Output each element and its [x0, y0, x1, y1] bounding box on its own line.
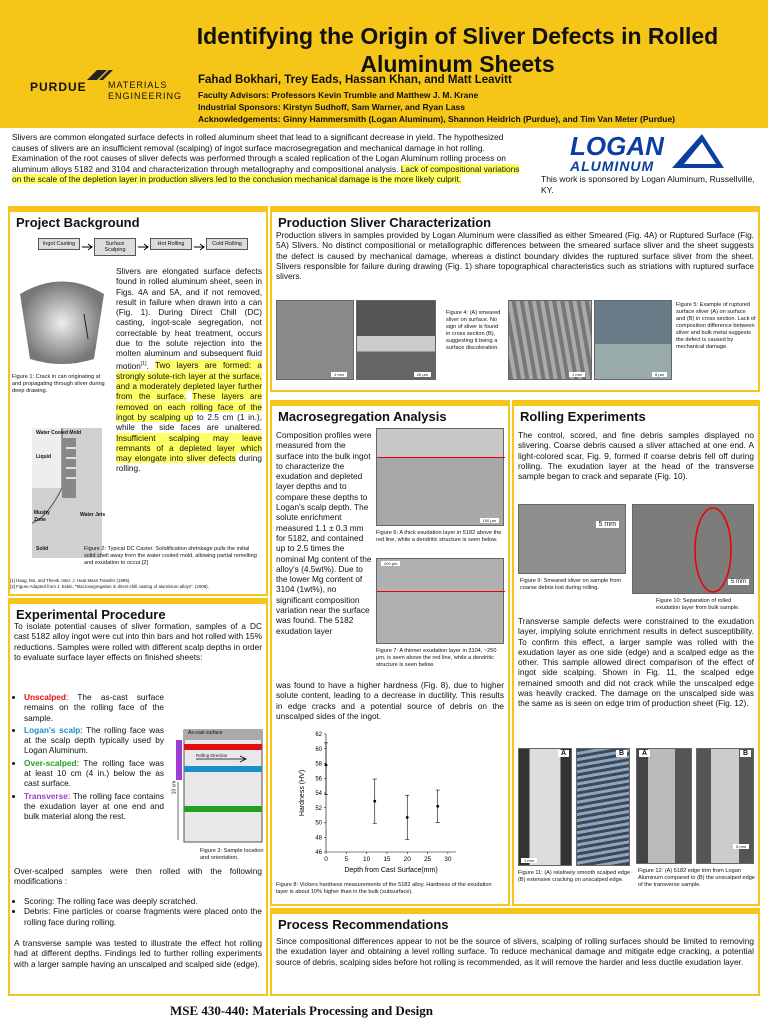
procedure-heading: Experimental Procedure: [16, 607, 166, 622]
figure12b-image: [696, 748, 754, 864]
figure4-caption: Figure 4: (A) smeared sliver on surface. No sign of sliver is found in cross section (B), suggesting it being a surface discoloration.: [446, 310, 501, 351]
procedure-text2: Over-scalped samples were then rolled with the following modifications :: [14, 866, 262, 887]
procedure-text3: A transverse sample was tested to illustrate the effect hot rolling had at different depths. Findings led to further rolling experiments with a larger sample having an unscalped and scalped side (edge).: [14, 938, 262, 969]
macro-text1: Composition profiles were measured from the surface into the bulk ingot to characterize the exudation and depleted layer depths and to compare these depths to Logan's scalp depth. The solute enrichment measured 1.1 ± 0.3 mm for 5182, and contained up to 2.5 times the nominal Mg content of the alloy's (4.5wt%). Due to the lower Mg content of 3104 (1wt%), no significant composition variation near the surface was found. The 5182 exudation layer: [276, 430, 372, 636]
y-axis-label: Hardness (HV): [299, 769, 306, 817]
figure5a-image: [508, 300, 592, 380]
cracked-can-image: [14, 264, 110, 370]
references: [10, 578, 266, 589]
figure10-image: [632, 504, 754, 594]
flow-step: Hot Rolling: [150, 238, 192, 250]
bullet-text: : The rolling face contains the exudation layer at one end and bulk material along the rest.: [24, 790, 164, 822]
label-10cm: 10 cm: [171, 780, 178, 795]
rolling-text2: Transverse sample defects were constrained to the exudation layer, implying solute enrichment results in defect susceptibility. To confirm this effect, a larger sample was rolled with the exudation layer as one side (edge) and a scalped edge as the other. This sample allowed direct comparison of the effect of ingot side scalping. Shown in Fig. 11, the scalped edge remained smooth and did not crack while the unscalped edge was heavily cracked. The damage on the unscalped side was the same as is seen on edge trim of production sheet (Fig. 12).: [518, 616, 754, 709]
scale-bar: 8 μm: [652, 372, 667, 377]
recommend-heading: Process Recommendations: [278, 917, 449, 932]
x-axis-label: Depth from Cast Surface(mm): [344, 867, 438, 874]
panel-label: A: [558, 750, 569, 757]
y-tick-label: 50: [315, 820, 322, 827]
label-rolling-direction: Rolling Direction: [196, 753, 228, 758]
figure6-caption: Figure 6: A thick exudation layer in 5182 above the red line, while a dendritic structure is seen below.: [376, 530, 502, 543]
flow-step: Surface Scalping: [94, 238, 136, 256]
sponsor-note: This work is sponsored by Logan Aluminum, Russellville, KY.: [541, 174, 755, 195]
logan-triangle-icon: [672, 134, 724, 168]
x-tick-label: 10: [363, 856, 371, 863]
figure12-caption: Figure 12: (A) 5182 edge trim from Logan Aluminum compared to (B) the unscalped edge of the transverse sample.: [638, 868, 755, 888]
abstract-highlight: Lack of compositional variations on the scale of the depletion layer in production slivers led to the conclusion mechanical damage is the more likely culprit.: [12, 163, 520, 185]
data-point: [406, 816, 409, 819]
panel-label: A: [639, 750, 650, 757]
poster-title: Identifying the Origin of Sliver Defects in Rolled Aluminum Sheets: [196, 23, 719, 77]
scale-bar: 200 μm: [381, 561, 400, 566]
background-heading: Project Background: [16, 215, 140, 230]
y-tick-label: 58: [315, 761, 322, 768]
figure9-image: [518, 504, 626, 574]
bullet-text: : The rolling face was at the scalp depth typically used by Logan Aluminum.: [24, 724, 165, 756]
advisors: Faculty Advisors: Professors Kevin Trumble and Matthew J. M. Krane: [198, 90, 479, 100]
figure4a-image: [276, 300, 354, 380]
bg-text-2: .: [146, 360, 155, 371]
y-tick-label: 56: [315, 776, 322, 783]
figure11-caption: Figure 11: (A) relatively smooth scalped edge (B) extensive cracking on unscalped edge.: [518, 870, 631, 883]
bullet-text: : The as-cast surface remains on the rolling face of the sample.: [24, 692, 164, 723]
dept-line1: MATERIALS: [108, 80, 168, 90]
figure12a-image: [636, 748, 692, 864]
data-point: [373, 800, 376, 803]
list-item: • Scoring: The rolling face was deeply scratched.: [24, 896, 262, 906]
list-item: [24, 692, 164, 723]
purdue-logo: PURDUE: [30, 80, 87, 94]
abstract: [12, 132, 530, 185]
scale-bar: 1 mm: [331, 372, 347, 377]
bg-hl-1: Two layers are formed: a strongly solute-rich layer at the surface, and a moderately depleted layer further from the surface.: [116, 360, 262, 402]
figure2-caption: Figure 2: Typical DC Caster. Solidification shrinkage pulls the initial solid shell away from the water cooled mold, allowing partial remelting and exudation to occur.[2]: [84, 546, 257, 566]
procedure-text1: To isolate potential causes of sliver formation, samples of a DC cast 5182 alloy ingot were cut into thin bars and hot rolled with 15% reductions. Samples were rolled with different scalp depths in order to evaluate surface layer effects on finished sheets:: [14, 621, 262, 662]
y-tick-label: 60: [315, 746, 322, 753]
figure7-caption: Figure 7: A thinner exudation layer in 3104, ~250 μm, is seen above the red line, while a dendritic structure is seen below.: [376, 648, 497, 668]
course-footer: MSE 430-440: Materials Processing and Design: [170, 1003, 433, 1018]
label-mushy: Mushy Zone: [34, 510, 50, 523]
list-item: [24, 758, 164, 789]
panel-label: B: [740, 750, 751, 757]
label-liquid: Liquid: [36, 454, 51, 460]
bg-ref: [1]: [140, 360, 147, 367]
bg-text-5: during rolling.: [116, 453, 262, 474]
bullet-label: Over-scalped: [24, 757, 77, 768]
list-item: [24, 725, 164, 756]
dc-caster-diagram: [22, 428, 110, 558]
bg-hl-2: These layers are removed on each rolling face of the ingot by scalping up: [116, 391, 263, 422]
scale-bar: 100 μm: [480, 518, 499, 523]
chart-marks: [324, 743, 440, 840]
figure5b-image: [594, 300, 672, 380]
macro-text2: was found to have a higher hardness (Fig. 8), due to higher solute content, leading to a decrease in ductility. This results in edge cracks and a potential source of debris on the unscalped sides of the ingot.: [276, 680, 504, 721]
bullet-text: : The rolling face was at least 10 cm (4 in.) below the as cast surface.: [24, 757, 164, 789]
credits: [198, 89, 675, 125]
scale-bar: 1 mm: [569, 372, 585, 377]
department-logo: [108, 80, 182, 102]
scale-bar: 5 mm: [596, 521, 620, 528]
hardness-chart: [296, 728, 466, 878]
scale-bar: 20 μm: [414, 372, 431, 377]
rolling-heading: Rolling Experiments: [520, 409, 646, 424]
y-tick-label: 46: [315, 850, 322, 856]
scale-bar: 5 mm: [733, 844, 749, 849]
list-item: • Debris: Fine particles or coarse fragments were placed onto the rolling face during rolling.: [24, 906, 262, 927]
flow-arrows: [38, 238, 248, 258]
bullet-label: Transverse: [24, 790, 68, 801]
rolling-text1: The control, scored, and fine debris samples displayed no slivering. Coarse debris caused a sliver attached at one end. A light-colored scar, Fig. 9, formed if coarse debris fell off during rolling. The exudation layer at the head of the transverse sample began to crack and separate (Fig. 10).: [518, 430, 754, 482]
figure11a-image: [518, 748, 572, 866]
x-tick-label: 20: [403, 856, 411, 863]
x-tick-label: 0: [324, 856, 328, 863]
bg-text-4: to 2.5 cm (1 in.), while the side faces are unaltered.: [116, 411, 263, 433]
production-heading: Production Sliver Characterization: [278, 215, 492, 230]
bg-hl-3: Insufficient scalping may leave remnants of a depleted layer which may elongate into sliver defects: [116, 432, 262, 464]
figure5-caption: Figure 5: Example of ruptured surface sliver (A) on surface and (B) in cross section. Lack of composition difference between sliver and bulk metal suggests the defect is caused by mechanical damage.: [676, 302, 756, 350]
y-tick-label: 48: [315, 835, 322, 842]
data-point: [436, 805, 439, 808]
recommend-text: Since compositional differences appear to not be the source of slivers, scalping of rolling surfaces should be limited to removing the exudation layer and obtaining a level rolling surface. To reduce mechanical damage and mitigate edge cracking, a potential source of debris, scalping sides before hot rolling is recommended, as it will remove the harder and less ductile exudation layer.: [276, 936, 754, 967]
exudation-line: [377, 457, 505, 458]
sponsors: Industrial Sponsors: Kirstyn Sudhoff, Sam Warner, and Ryan Lass: [198, 102, 466, 112]
figure4b-image: [356, 300, 436, 380]
figure7-image: [376, 558, 504, 644]
chart-axes: [299, 732, 456, 874]
x-tick-label: 15: [383, 856, 391, 863]
label-solid: Solid: [36, 546, 49, 552]
flow-step: Ingot Casting: [38, 238, 80, 250]
label-as-cast: As-cast surface: [188, 730, 223, 736]
scalp-list: [14, 692, 164, 822]
macro-heading: Macrosegregation Analysis: [278, 409, 447, 424]
ref-2: [2] Figure Adapted from J. Eskin, "Macrosegregation in direct-chill casting of aluminium alloys". (2008).: [10, 583, 209, 589]
label-mold: Water Cooled Mold: [36, 430, 82, 436]
label-jets: Water Jets: [80, 512, 106, 518]
figure1-caption: Figure 1: Crack in can originating at and propagating through sliver during deep drawing.: [12, 374, 105, 394]
ref-1: [1] Haug, Mo, and Thevik. Inter. J. Heat Mass Transfer (1995).: [10, 578, 131, 583]
exudation-line: [377, 591, 505, 592]
sample-location-diagram: [176, 726, 266, 846]
figure11b-image: [576, 748, 630, 866]
panel-label: B: [616, 750, 627, 757]
data-point: [325, 764, 328, 767]
x-tick-label: 25: [423, 856, 432, 863]
process-flow: [38, 238, 248, 258]
dept-line2: ENGINEERING: [108, 91, 183, 101]
figure6-image: [376, 428, 504, 526]
figure10-caption: Figure 10: Separation of rolled exudation layer from bulk sample.: [656, 598, 740, 611]
y-tick-label: 62: [315, 732, 322, 738]
mods-list: [14, 896, 262, 927]
bg-text-1: Slivers are elongated surface defects found in rolled aluminum sheet, seen in Figs. 4A and 5A, and if not removed, result in failure when drawn into a can (Fig. 1). During Direct Chill (DC) casting, ingot-scale segregation, not correctable by heat treatment, occurs due to the solute rejection into the molten aluminum and subsequent fluid motion: [116, 266, 262, 371]
scale-bar: 5 mm: [728, 579, 749, 585]
figure9-caption: Figure 9: Smeared sliver on sample from coarse debris lost during rolling.: [520, 578, 622, 591]
abstract-text: Slivers are common elongated surface defects in rolled aluminum sheet that lead to a significant decrease in yield. The hypothesized causes of slivers are an insufficient removal (scalping) of ingot surface macrosegregation and mechanical damage in hot rolling. Examination of the root causes of sliver defects was performed through a scaled replication of the Logan Aluminum rolling process on aluminum alloys 5182 and 3104 and characterization through metallography and compositional analysis.: [12, 132, 506, 174]
scale-bar: 1 mm: [521, 858, 537, 863]
bullet-label: Logan's scalp: [24, 724, 81, 735]
list-item: [24, 791, 164, 822]
y-tick-label: 52: [315, 805, 322, 812]
logan-logo-top: LOGAN: [570, 131, 664, 161]
logan-logo-bottom: ALUMINUM: [570, 158, 655, 174]
x-tick-label: 5: [344, 856, 349, 863]
y-tick-label: 54: [315, 791, 322, 797]
authors: Fahad Bokhari, Trey Eads, Hassan Khan, and Matt Leavitt: [198, 74, 512, 86]
figure3-caption: Figure 3: Sample location and orientation.: [200, 848, 264, 861]
flow-step: Cold Rolling: [206, 238, 248, 250]
acknowledgements: Acknowledgements: Ginny Hammersmith (Logan Aluminum), Shannon Heidrich (Purdue), and Tim Van Meter (Purdue): [198, 114, 675, 124]
x-tick-label: 30: [444, 856, 452, 863]
production-text: Production slivers in samples provided by Logan Aluminum were classified as either Smeared (Fig. 4A) or Ruptured Surface (Fig. 5A) Slivers. No distinct compositional or metallographic differences between the smeared surface sliver and the sheet suggests the defect is caused by mechanical damage, whereas a distinct boundary divides the ruptured surface sliver from the sheet. Slivers responsible for failure during drawing (Fig. 1) share topographical characteristics such as striations with ruptured surface slivers.: [276, 230, 754, 282]
bullet-label: Unscalped: [24, 692, 66, 702]
background-text: [116, 266, 262, 474]
figure8-caption: Figure 8: Vickers hardness measurements of the 5182 alloy. Hardness of the exudation layer is about 10% higher than in the bulk (subsurface).: [276, 882, 492, 895]
